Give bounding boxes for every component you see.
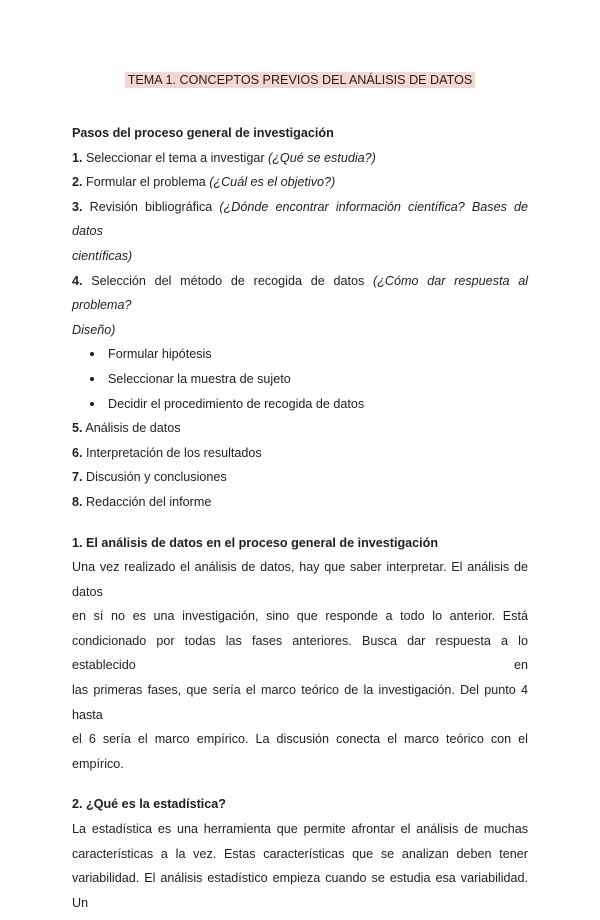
paragraph-line: el 6 sería el marco empírico. La discusión conecta el marco teórico con el empírico. [72,732,528,771]
paragraph-line: características a la vez. Estas características que se analizan deben tener [72,846,528,861]
step-text: Formular el problema [86,175,206,190]
section-1-paragraph [72,555,528,776]
paragraph-line: en sí no es una investigación, sino que responde a todo lo anterior. Está [72,609,528,624]
step-number: 3. [72,199,83,214]
step-4 [72,269,528,318]
step-8 [72,490,528,515]
step-3 [72,195,528,244]
step-5 [72,416,528,441]
step-text: Redacción del informe [86,494,212,509]
step-text: Discusión y conclusiones [86,470,227,485]
paragraph-line: condicionado por todas las fases anteriores. Busca dar respuesta a lo establecido en [72,633,528,673]
step-2 [72,170,528,195]
section-2-paragraph [72,817,528,915]
step-number: 4. [72,273,83,288]
list-item: Seleccionar la muestra de sujeto [90,367,528,392]
step-number: 7. [72,470,83,485]
step-4-continued [72,318,528,343]
list-item: Formular hipótesis [90,342,528,367]
document-page [0,72,600,920]
section-heading-steps: Pasos del proceso general de investigación [72,126,334,140]
step-text: Análisis de datos [85,421,181,436]
step-note: (¿Qué se estudia?) [268,150,376,165]
step-7 [72,465,528,490]
step-number: 8. [72,494,83,509]
paragraph-line: variabilidad. El análisis estadístico empieza cuando se estudia esa variabilidad. Un [72,871,528,910]
step-number: 6. [72,445,83,460]
section-heading-2: 2. ¿Qué es la estadística? [72,797,226,812]
step-text: Revisión bibliográfica [89,199,213,214]
substeps-list [72,342,528,416]
step-text: Interpretación de los resultados [86,445,262,460]
step-3-continued [72,244,528,269]
step-text: Selección del método de recogida de datos [91,273,365,288]
step-text: Seleccionar el tema a investigar [86,150,265,165]
title-wrapper [72,72,528,88]
step-number: 5. [72,421,83,436]
paragraph-line: La estadística es una herramienta que permite afrontar el análisis de muchas [72,822,528,837]
step-1 [72,146,528,171]
paragraph-line: Una vez realizado el análisis de datos, hay que saber interpretar. El análisis de datos [72,560,528,599]
step-number: 1. [72,150,83,165]
section-heading-1: 1. El análisis de datos en el proceso general de investigación [72,535,439,550]
document-title: TEMA 1. CONCEPTOS PREVIOS DEL ANÁLISIS DE DATOS [125,72,476,88]
step-note: (¿Cuál es el objetivo?) [209,175,336,190]
list-item: Decidir el procedimiento de recogida de datos [90,392,528,417]
step-number: 2. [72,175,83,190]
step-note-continued: Diseño) [72,322,116,337]
paragraph-line: las primeras fases, que sería el marco teórico de la investigación. Del punto 4 hasta [72,683,528,722]
step-note: (¿Cómo dar respuesta al problema? [72,273,529,313]
step-note: (¿Dónde encontrar información científica? Bases de datos [72,199,528,239]
step-6 [72,441,528,466]
step-note-continued: científicas) [72,248,133,263]
